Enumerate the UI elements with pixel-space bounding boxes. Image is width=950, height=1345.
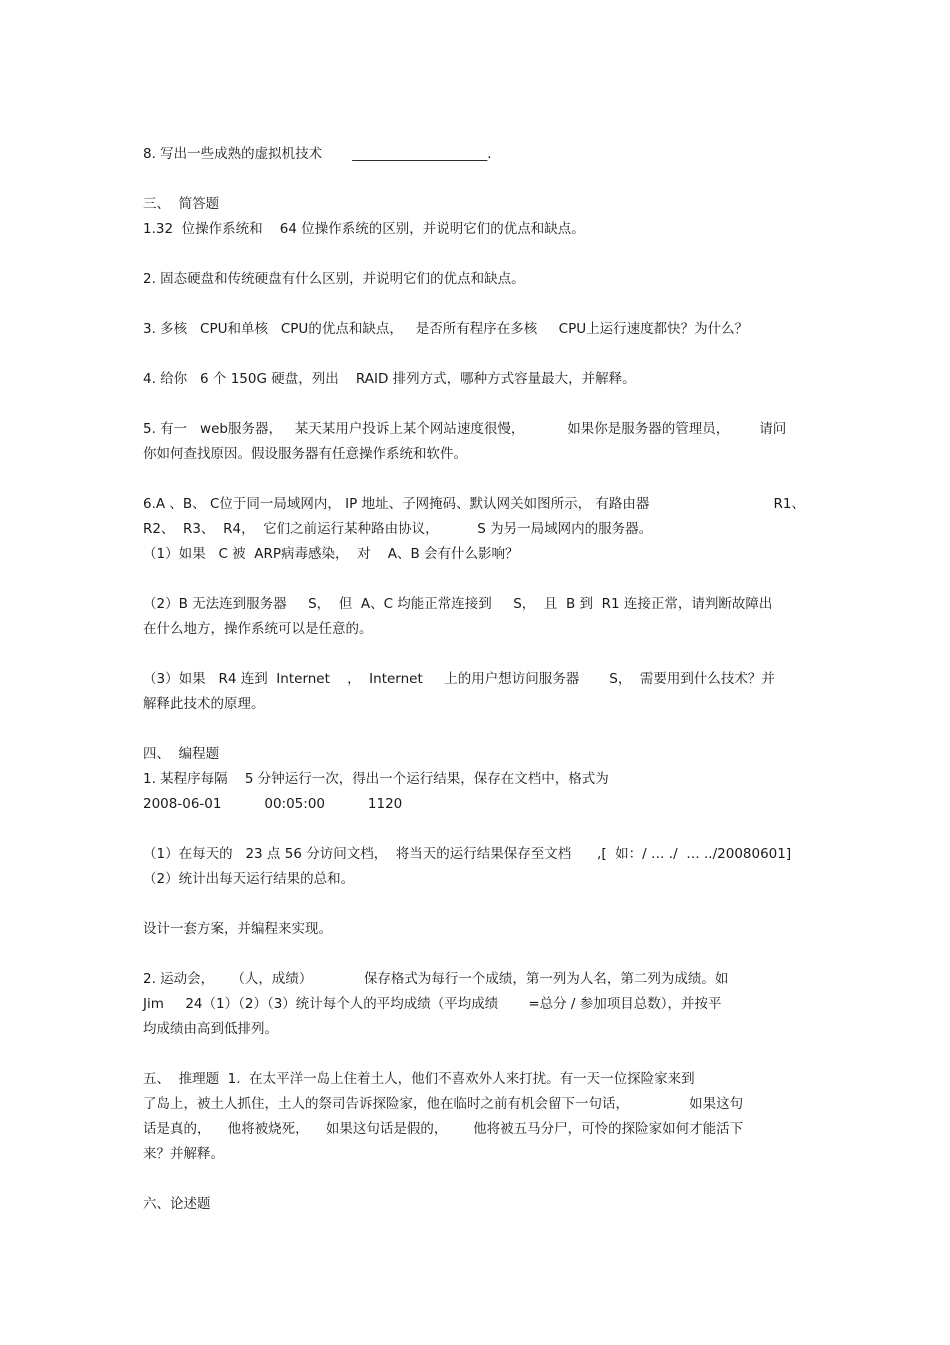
q3-6-line-1-left: 6.A 、B、 C位于同一局域网内， IP 地址、子网掩码、默认网关如图所示， 有路由器: [143, 496, 650, 512]
q4-2-line-3: 均成绩由高到低排列。: [143, 1021, 278, 1037]
section-5-line-1: 五、 推理题 1. 在太平洋一岛上住着土人，他们不喜欢外人来打扰。有一天一位探险家来到: [143, 1071, 695, 1087]
q3-6-sub-3-line-2: 解释此技术的原理。: [143, 696, 265, 712]
q3-6-line-1-right: R1、: [773, 496, 805, 512]
section-3-heading: 三、 简答题: [143, 196, 220, 212]
q3-4-line: 4. 给你 6 个 150G 硬盘，列出 RAID 排列方式，哪种方式容量最大，并解释。: [143, 371, 636, 387]
q3-5-line-1: 5. 有一 web服务器， 某天某用户投诉上某个网站速度很慢， 如果你是服务器的管理员， 请问: [143, 421, 787, 437]
q3-6-line-1: [143, 495, 805, 513]
q3-6-sub-3-line-1: （3）如果 R4 连到 Internet ， Internet 上的用户想访问服务器 S， 需要用到什么技术？并: [143, 671, 775, 687]
q4-2-line-1: 2. 运动会， （人，成绩） 保存格式为每行一个成绩，第一列为人名，第二列为成绩。如: [143, 971, 729, 987]
q3-6-sub-2-line-1: （2）B 无法连到服务器 S， 但 A、C 均能正常连接到 S， 且 B 到 R1 连接正常，请判断故障出: [143, 596, 773, 612]
section-5-line-3: 话是真的， 他将被烧死， 如果这句话是假的， 他将被五马分尸，可怜的探险家如何才能活下: [143, 1121, 744, 1137]
q3-6-sub-1: （1）如果 C 被 ARP病毒感染， 对 A、B 会有什么影响？: [143, 546, 519, 562]
q3-6-line-2: R2、 R3、 R4， 它们之前运行某种路由协议， S 为另一局域网内的服务器。: [143, 521, 653, 537]
q3-1-line: 1.32 位操作系统和 64 位操作系统的区别，并说明它们的优点和缺点。: [143, 221, 585, 237]
section-5-line-4: 来？并解释。: [143, 1146, 224, 1162]
q4-1-design-line: 设计一套方案，并编程来实现。: [143, 921, 332, 937]
q3-5-line-2: 你如何查找原因。假设服务器有任意操作系统和软件。: [143, 446, 467, 462]
q4-1-format-line: 2008-06-01 00:05:00 1120: [143, 796, 403, 812]
section-4-heading: 四、 编程题: [143, 746, 220, 762]
q3-3-line: 3. 多核 CPU和单核 CPU的优点和缺点， 是否所有程序在多核 CPU上运行速度都快？为什么？: [143, 321, 749, 337]
section-5-line-2: 了岛上，被土人抓住，土人的祭司告诉探险家，他在临时之前有机会留下一句话， 如果这句: [143, 1096, 744, 1112]
q8-line: 8. 写出一些成熟的虚拟机技术 ____________________.: [143, 146, 492, 162]
q4-1-sub-1: （1）在每天的 23 点 56 分访问文档， 将当天的运行结果保存至文档 ,[ 如：/ … ./ … ../20080601]: [143, 846, 792, 862]
q4-1-line-1: 1. 某程序每隔 5 分钟运行一次，得出一个运行结果，保存在文档中，格式为: [143, 771, 609, 787]
q4-2-line-2: Jim 24（1）（2）（3）统计每个人的平均成绩（平均成绩 =总分 / 参加项目总数），并按平: [143, 996, 722, 1012]
q4-1-sub-2: （2）统计出每天运行结果的总和。: [143, 871, 355, 887]
section-6-heading: 六、论述题: [143, 1196, 211, 1212]
q3-6-sub-2-line-2: 在什么地方，操作系统可以是任意的。: [143, 621, 373, 637]
q3-2-line: 2. 固态硬盘和传统硬盘有什么区别，并说明它们的优点和缺点。: [143, 271, 525, 287]
